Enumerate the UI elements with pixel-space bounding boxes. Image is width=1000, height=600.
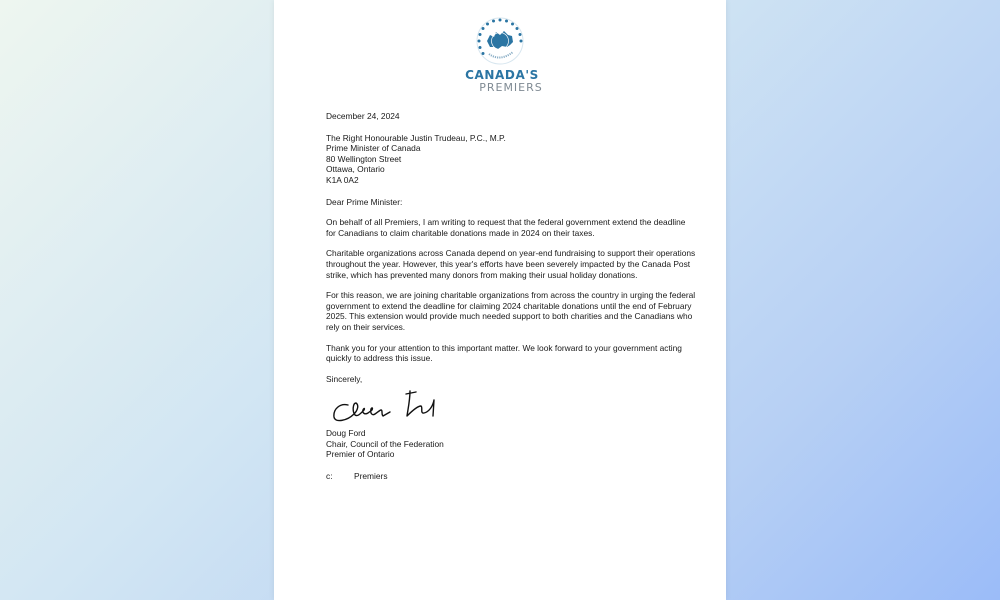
cc-line [326,471,696,482]
body-paragraph: Thank you for your attention to this important matter. We look forward to your government acting quickly to address this issue. [326,342,682,364]
recipient-line: 80 Wellington Street [326,153,402,164]
signature-image [328,386,458,426]
cc-label: c: [326,471,333,482]
signatory-title: Premier of Ontario [326,449,395,460]
closing: Sincerely, [326,373,363,384]
body-paragraph: Charitable organizations across Canada depend on year-end fundraising to support their operations throughout the year. However, this year's efforts have been severely impacted by the Canada Post strike, which has prevented many donors from making their usual holiday donations. [326,248,696,280]
letter-body [326,111,696,482]
salutation: Dear Prime Minister: [326,196,403,207]
recipient-address [326,133,696,186]
brand-canadas: CANADA'S [465,68,539,82]
recipient-line: Prime Minister of Canada [326,143,421,154]
cc-value: Premiers [354,471,388,482]
signatory-title: Chair, Council of the Federation [326,438,444,449]
body-paragraph: On behalf of all Premiers, I am writing to request that the federal government extend the deadline for Canadians to claim charitable donations made in 2024 on their taxes. [326,217,686,238]
brand-premiers: PREMIERS [479,81,543,94]
canadas-premiers-logo [274,16,726,94]
recipient-line: K1A 0A2 [326,174,359,185]
body-paragraph: For this reason, we are joining charitable organizations from across the country in urging the federal government to extend the deadline for claiming 2024 charitable donations until the end of February 2025. This extension would provide much needed support to both charities and the Canadians who rely on their services. [326,290,696,332]
council-seal-icon [475,16,525,66]
recipient-line: The Right Honourable Justin Trudeau, P.C., M.P. [326,132,506,143]
recipient-line: Ottawa, Ontario [326,164,385,175]
letter-page [274,0,726,600]
letter-date: December 24, 2024 [326,111,400,121]
signatory-name: Doug Ford [326,428,366,439]
